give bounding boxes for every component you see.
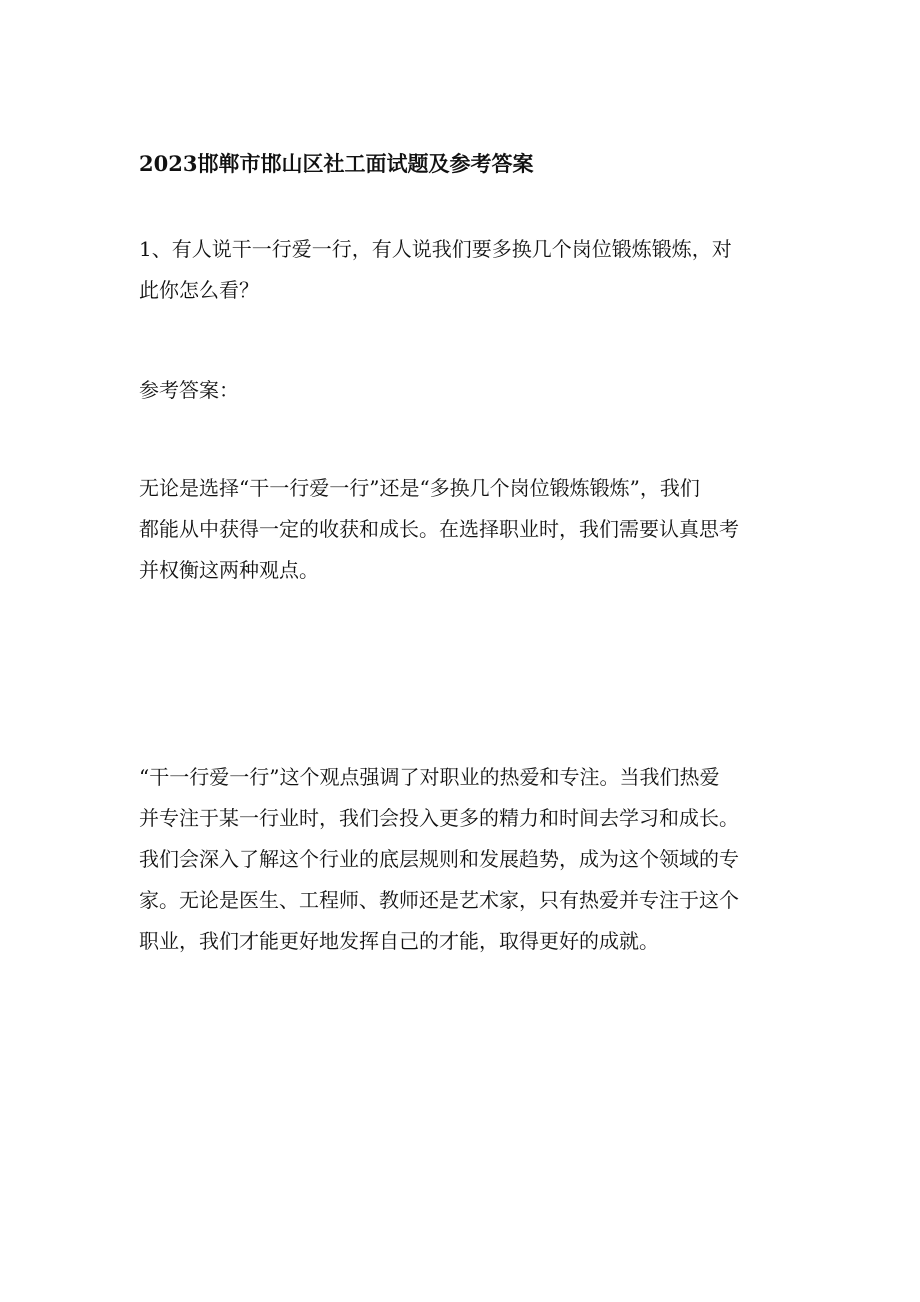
question-line: 此你怎么看？	[139, 278, 259, 302]
answer-paragraph-1	[139, 468, 799, 591]
paragraph-line: 并权衡这两种观点。	[139, 558, 319, 582]
answer-paragraph-2	[139, 757, 799, 962]
paragraph-line: 无论是选择“干一行爱一行”还是“多换几个岗位锻炼锻炼”，我们	[139, 476, 700, 500]
paragraph-line: 职业，我们才能更好地发挥自己的才能，取得更好的成就。	[139, 929, 659, 953]
question-1	[139, 229, 799, 311]
paragraph-line: 都能从中获得一定的收获和成长。在选择职业时，我们需要认真思考	[139, 517, 739, 541]
answer-label	[139, 370, 799, 411]
paragraph-line: 并专注于某一行业时，我们会投入更多的精力和时间去学习和成长。	[139, 806, 739, 830]
paragraph-line: 我们会深入了解这个行业的底层规则和发展趋势，成为这个领域的专	[139, 847, 739, 871]
page-title: 2023邯郸市邯山区社工面试题及参考答案	[139, 151, 534, 176]
question-line: 1、有人说干一行爱一行，有人说我们要多换几个岗位锻炼锻炼，对	[139, 237, 732, 261]
paragraph-line: “干一行爱一行”这个观点强调了对职业的热爱和专注。当我们热爱	[139, 765, 720, 789]
paragraph-line: 家。无论是医生、工程师、教师还是艺术家，只有热爱并专注于这个	[139, 888, 739, 912]
answer-label-text: 参考答案：	[139, 378, 239, 402]
